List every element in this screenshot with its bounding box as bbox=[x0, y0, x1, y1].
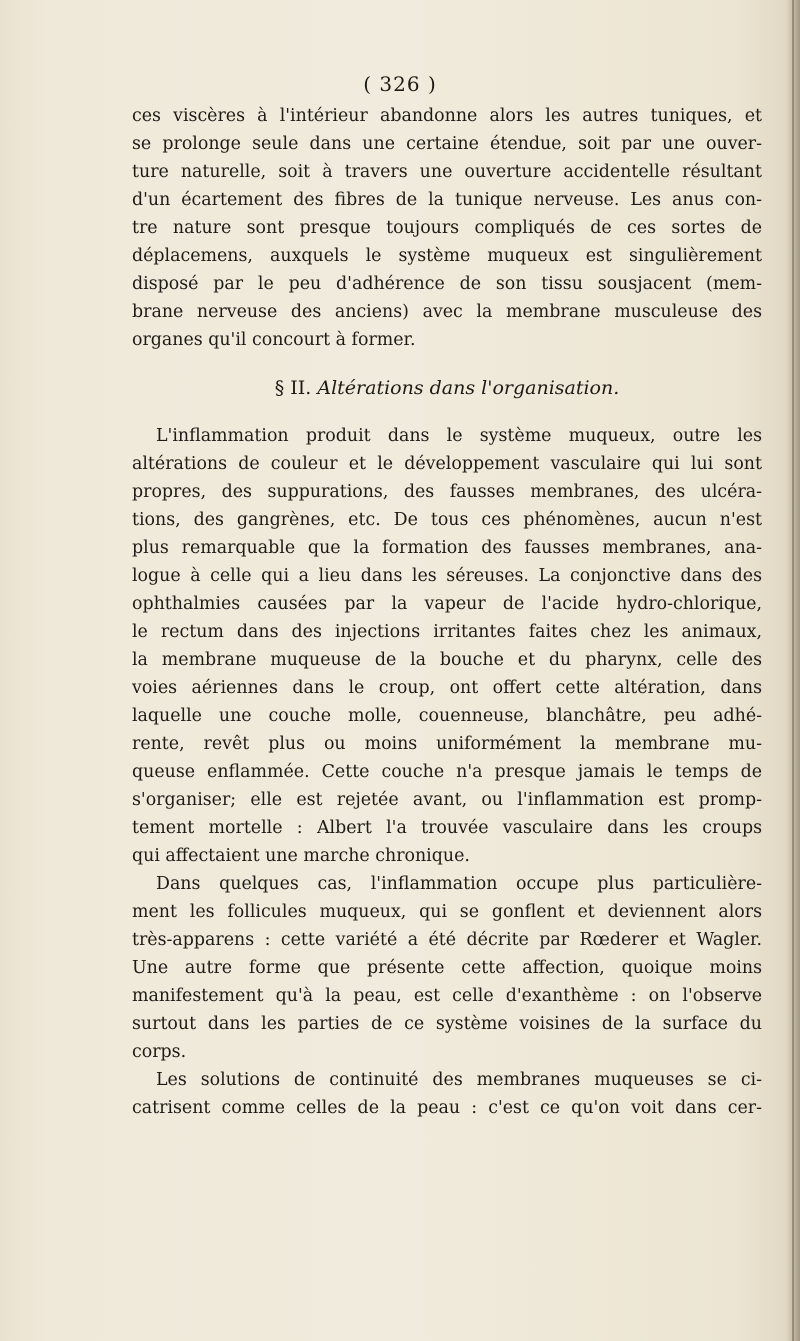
text-line: d'un écartement des fibres de la tunique nerveuse. Les anus con- bbox=[132, 190, 762, 210]
section-heading bbox=[132, 374, 762, 402]
text-line: propres, des suppurations, des fausses membranes, des ulcéra- bbox=[132, 482, 762, 502]
text-line: s'organiser; elle est rejetée avant, ou l'inflammation est promp- bbox=[132, 790, 762, 810]
section-number: II. bbox=[290, 377, 312, 399]
text-line: ces viscères à l'intérieur abandonne alors les autres tuniques, et bbox=[132, 106, 762, 126]
text-line: tions, des gangrènes, etc. De tous ces phénomènes, aucun n'est bbox=[132, 510, 762, 530]
section-title: Altérations dans l'organisation. bbox=[317, 377, 620, 399]
text-line: surtout dans les parties de ce système voisines de la surface du bbox=[132, 1014, 762, 1034]
text-line: brane nerveuse des anciens) avec la membrane musculeuse des bbox=[132, 302, 762, 322]
text-line: Les solutions de continuité des membranes muqueuses se ci- bbox=[156, 1070, 762, 1090]
text-line: queuse enflammée. Cette couche n'a presque jamais le temps de bbox=[132, 762, 762, 782]
text-line: déplacemens, auxquels le système muqueux est singulièrement bbox=[132, 246, 762, 266]
text-line: très-apparens : cette variété a été décrite par Rœderer et Wagler. bbox=[132, 930, 762, 950]
paragraph-1 bbox=[132, 102, 762, 354]
text-line: rente, revêt plus ou moins uniformément la membrane mu- bbox=[132, 734, 762, 754]
page-number: ( 326 ) bbox=[363, 72, 437, 96]
text-line: tre nature sont presque toujours compliqués de ces sortes de bbox=[132, 218, 762, 238]
paragraph-2 bbox=[132, 422, 762, 870]
text-block bbox=[132, 102, 762, 1122]
text-line: ment les follicules muqueux, qui se gonflent et deviennent alors bbox=[132, 902, 762, 922]
text-line: manifestement qu'à la peau, est celle d'exanthème : on l'observe bbox=[132, 986, 762, 1006]
text-line: corps. bbox=[132, 1042, 187, 1062]
text-line: qui affectaient une marche chronique. bbox=[132, 846, 470, 866]
text-line: logue à celle qui a lieu dans les séreuses. La conjonctive dans des bbox=[132, 566, 762, 586]
text-line: Dans quelques cas, l'inflammation occupe plus particulière- bbox=[156, 874, 762, 894]
text-line: le rectum dans des injections irritantes faites chez les animaux, bbox=[132, 622, 762, 642]
text-line: disposé par le peu d'adhérence de son tissu sousjacent (mem- bbox=[132, 274, 762, 294]
spacer bbox=[132, 402, 762, 422]
text-line: tement mortelle : Albert l'a trouvée vasculaire dans les croups bbox=[132, 818, 762, 838]
text-line: Une autre forme que présente cette affection, quoique moins bbox=[132, 958, 762, 978]
text-line: la membrane muqueuse de la bouche et du pharynx, celle des bbox=[132, 650, 762, 670]
text-line: ophthalmies causées par la vapeur de l'acide hydro-chlorique, bbox=[132, 594, 762, 614]
text-line: laquelle une couche molle, couenneuse, blanchâtre, peu adhé- bbox=[132, 706, 762, 726]
text-line: catrisent comme celles de la peau : c'est ce qu'on voit dans cer- bbox=[132, 1098, 762, 1118]
spacer bbox=[132, 354, 762, 374]
text-line: se prolonge seule dans une certaine étendue, soit par une ouver- bbox=[132, 134, 762, 154]
text-line: ture naturelle, soit à travers une ouverture accidentelle résultant bbox=[132, 162, 762, 182]
paragraph-4 bbox=[132, 1066, 762, 1122]
section-symbol: § bbox=[274, 377, 285, 399]
text-line: plus remarquable que la formation des fausses membranes, ana- bbox=[132, 538, 762, 558]
page-edge-rule bbox=[792, 0, 794, 1341]
text-line: altérations de couleur et le développement vasculaire qui lui sont bbox=[132, 454, 762, 474]
text-line: voies aériennes dans le croup, ont offert cette altération, dans bbox=[132, 678, 762, 698]
text-line: L'inflammation produit dans le système muqueux, outre les bbox=[156, 426, 762, 446]
paragraph-3 bbox=[132, 870, 762, 1066]
text-line: organes qu'il concourt à former. bbox=[132, 330, 416, 350]
